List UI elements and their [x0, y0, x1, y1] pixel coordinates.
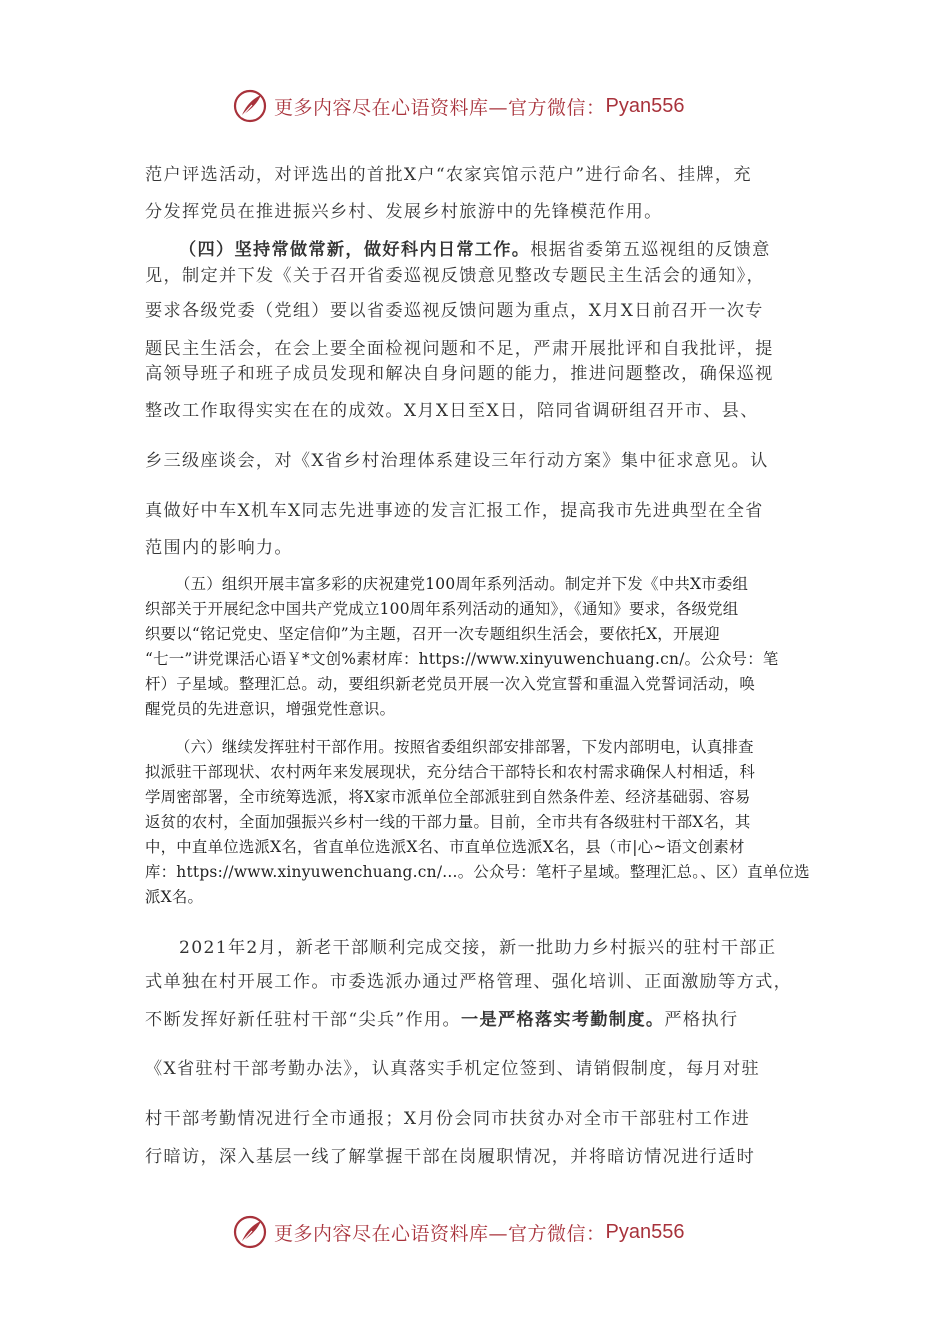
- text-line: 醒党员的先进意识，增强党性意识。: [145, 700, 396, 718]
- text-line: 题民主生活会，在会上要全面检视问题和不足，严肃开展批评和自我批评，提: [145, 339, 774, 359]
- text-line: 式单独在村开展工作。市委选派办通过严格管理、强化培训、正面激励等方式，: [145, 972, 793, 992]
- text-line: 杆）子星域。整理汇总。动，要组织新老党员开展一次入党宣誓和重温入党誓词活动，唤: [145, 675, 755, 693]
- quill-logo-icon: [232, 88, 268, 124]
- text-line: 中，中直单位选派X名，省直单位选派X名、市直单位选派X名，县（市|心~语文创素材: [145, 838, 745, 856]
- text-line: 库：https://www.xinyuwenchuang.cn/...。公众号：笔杆子星域。整理汇总。、区）直单位选: [145, 863, 810, 881]
- text-line: 村干部考勤情况进行全市通报；Ⅹ月份会同市扶贫办对全市干部驻村工作进: [145, 1109, 751, 1129]
- wechat-id: Pyan556: [605, 1220, 685, 1243]
- header-banner: [232, 84, 684, 128]
- text-line: 返贫的农村，全面加强振兴乡村一线的干部力量。目前，全市共有各级驻村干部X名，其: [145, 813, 751, 831]
- text-line: 学周密部署，全市统筹选派，将X家市派单位全部派驻到自然条件差、经济基础弱、容易: [145, 788, 751, 806]
- text-line: “七一”讲党课活心语￥*文创%素材库：https://www.xinyuwenchuang.cn/。公众号：笔: [145, 650, 779, 668]
- text-line: 派X名。: [145, 888, 204, 906]
- text-line: 拟派驻干部现状、农村两年来发展现状，充分结合干部特长和农村需求确保人村相适，科: [145, 763, 755, 781]
- text-line: 分发挥党员在推进振兴乡村、发展乡村旅游中的先锋模范作用。: [145, 202, 663, 222]
- text-line: 真做好中车Ⅹ机车Ⅹ同志先进事迹的发言汇报工作，提高我市先进典型在全省: [145, 501, 764, 521]
- quill-logo-icon: [232, 1214, 268, 1250]
- banner-text: 更多内容尽在心语资料库—官方微信：: [274, 1222, 606, 1245]
- text-line: 《Ⅹ省驻村干部考勤办法》，认真落实手机定位签到、请销假制度，每月对驻: [145, 1059, 761, 1079]
- text-line: 不断发挥好新任驻村干部“尖兵”作用。一是严格落实考勤制度。严格执行: [145, 1010, 739, 1030]
- text-line: 范围内的影响力。: [145, 538, 293, 558]
- text-line: 行暗访，深入基层一线了解掌握干部在岗履职情况，并将暗访情况进行适时: [145, 1147, 756, 1167]
- text-line: （五）组织开展丰富多彩的庆祝建党100周年系列活动。制定并下发《中共X市委组: [175, 575, 749, 593]
- text-line: 高领导班子和班子成员发现和解决自身问题的能力，推进问题整改，确保巡视: [145, 364, 774, 384]
- text-line: 乡三级座谈会，对《Ⅹ省乡村治理体系建设三年行动方案》集中征求意见。认: [145, 451, 769, 471]
- text-line: 要求各级党委（党组）要以省委巡视反馈问题为重点，Ⅹ月Ⅹ日前召开一次专: [145, 301, 764, 321]
- section-heading: （四）坚持常做常新，做好科内日常工作。: [179, 240, 531, 260]
- text-line: 整改工作取得实实在在的成效。Ⅹ月Ⅹ日至Ⅹ日，陪同省调研组召开市、县、: [145, 401, 759, 421]
- banner-text: 更多内容尽在心语资料库—官方微信：: [274, 96, 606, 119]
- text-line: （六）继续发挥驻村干部作用。按照省委组织部安排部署，下发内部明电，认真排查: [175, 738, 754, 756]
- highlight-phrase: 一是严格落实考勤制度。: [460, 1010, 665, 1030]
- wechat-id: Pyan556: [605, 94, 685, 117]
- footer-banner: [232, 1210, 684, 1254]
- text-line: 2021年2月，新老干部顺利完成交接，新一批助力乡村振兴的驻村干部正: [179, 938, 777, 958]
- text-line: 见，制定并下发《关于召开省委巡视反馈意见整改专题民主生活会的通知》，: [145, 266, 765, 286]
- text-line: 织要以“铭记党史、坚定信仰”为主题，召开一次专题组织生活会，要依托X，开展迎: [145, 625, 720, 643]
- text-line: （四）坚持常做常新，做好科内日常工作。根据省委第五巡视组的反馈意: [179, 240, 771, 260]
- text-line: 范户评选活动，对评选出的首批Ⅹ户“农家宾馆示范户”进行命名、挂牌，充: [145, 165, 752, 185]
- text-line: 织部关于开展纪念中国共产党成立100周年系列活动的通知》，《通知》要求，各级党组: [145, 600, 739, 618]
